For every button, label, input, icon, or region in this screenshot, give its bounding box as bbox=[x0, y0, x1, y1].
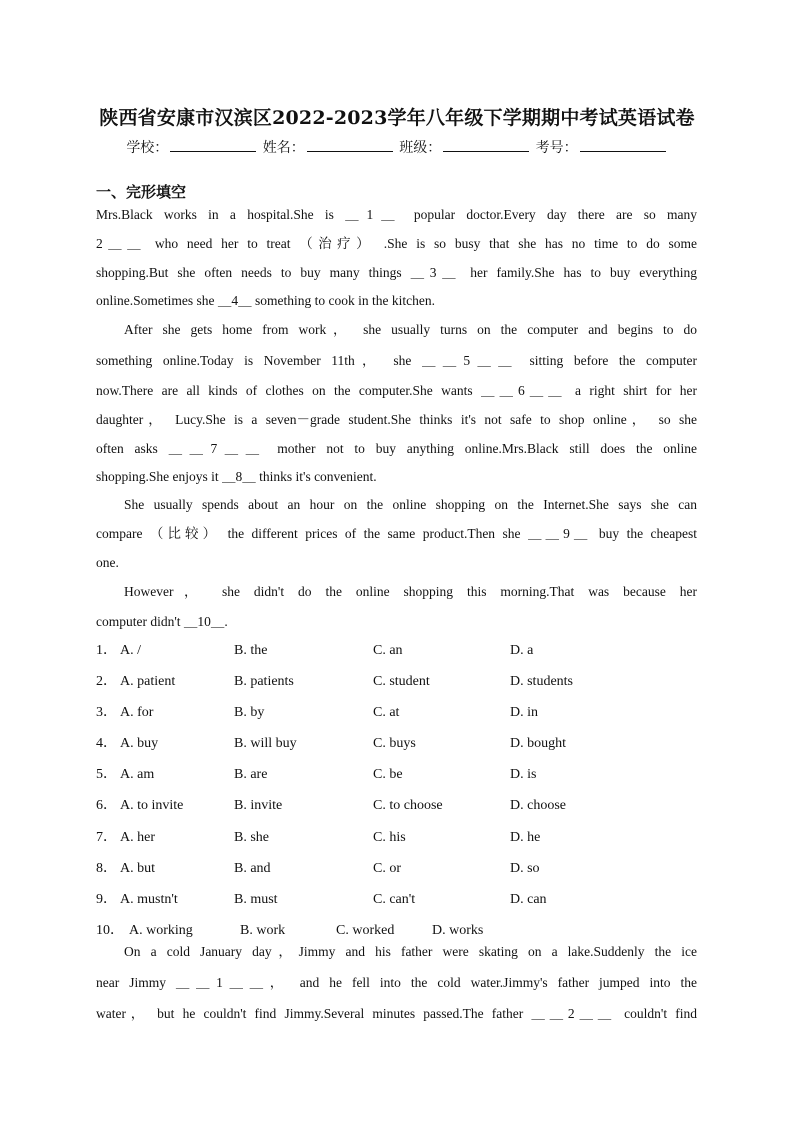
question-number: 10． bbox=[96, 923, 124, 938]
question-number: 9． bbox=[96, 892, 117, 907]
passage-line: now.There are all kinds of clothes on the computer.She wants ＿＿6＿＿ a right shirt for her bbox=[96, 383, 697, 398]
passage-line: However， she didn't do the online shopping this morning.That was because her bbox=[124, 584, 697, 599]
option-d[interactable]: D. can bbox=[510, 892, 547, 907]
passage-line: On a cold January day，Jimmy and his father were skating on a lake.Suddenly the ice bbox=[124, 944, 697, 959]
student-info-row bbox=[0, 137, 794, 157]
option-a[interactable]: A. to invite bbox=[120, 798, 184, 813]
option-b[interactable]: B. will buy bbox=[234, 736, 297, 751]
option-c[interactable]: C. worked bbox=[336, 923, 395, 938]
passage-line: After she gets home from work， she usually turns on the computer and begins to do bbox=[124, 322, 697, 337]
option-a[interactable]: A. patient bbox=[120, 674, 176, 689]
passage-line: computer didn't ＿10＿. bbox=[96, 614, 228, 629]
option-c[interactable]: C. student bbox=[373, 674, 430, 689]
option-a[interactable]: A. working bbox=[129, 923, 193, 938]
option-d[interactable]: D. so bbox=[510, 861, 540, 876]
option-c[interactable]: C. buys bbox=[373, 736, 416, 751]
option-c[interactable]: C. be bbox=[373, 767, 403, 782]
option-c[interactable]: C. his bbox=[373, 830, 406, 845]
option-b[interactable]: B. are bbox=[234, 767, 268, 782]
option-c[interactable]: C. an bbox=[373, 643, 403, 658]
option-b[interactable]: B. and bbox=[234, 861, 271, 876]
passage-line: water， but he couldn't find Jimmy.Several minutes passed.The father ＿＿2＿＿ couldn't find bbox=[96, 1006, 697, 1021]
option-a[interactable]: A. but bbox=[120, 861, 155, 876]
option-b[interactable]: B. patients bbox=[234, 674, 294, 689]
name-label: 姓名： bbox=[262, 140, 305, 156]
option-b[interactable]: B. the bbox=[234, 643, 268, 658]
option-d[interactable]: D. works bbox=[432, 923, 484, 938]
option-a[interactable]: A. for bbox=[120, 705, 154, 720]
option-c[interactable]: C. can't bbox=[373, 892, 416, 907]
question-number: 8． bbox=[96, 861, 117, 876]
option-d[interactable]: D. students bbox=[510, 674, 573, 689]
passage-line: compare （比较） the different prices of the same product.Then she ＿＿9＿ buy the cheapest bbox=[96, 526, 697, 541]
option-d[interactable]: D. a bbox=[510, 643, 534, 658]
question-number: 7． bbox=[96, 830, 117, 845]
option-b[interactable]: B. work bbox=[240, 923, 286, 938]
option-d[interactable]: D. bought bbox=[510, 736, 566, 751]
question-number: 3． bbox=[96, 705, 117, 720]
option-a[interactable]: A. am bbox=[120, 767, 155, 782]
option-d[interactable]: D. is bbox=[510, 767, 537, 782]
question-number: 2． bbox=[96, 674, 117, 689]
page-title: 陕西省安康市汉滨区2022-2023学年八年级下学期期中考试英语试卷 bbox=[99, 107, 695, 129]
question-number: 1． bbox=[96, 643, 117, 658]
passage-line: Mrs.Black works in a hospital.She is ＿1＿ popular doctor.Every day there are so many bbox=[96, 207, 697, 222]
option-a[interactable]: A. buy bbox=[120, 736, 159, 751]
option-d[interactable]: D. he bbox=[510, 830, 541, 845]
passage-line: She usually spends about an hour on the online shopping on the Internet.She says she can bbox=[124, 497, 697, 512]
option-b[interactable]: B. must bbox=[234, 892, 278, 907]
passage-line: online.Sometimes she ＿4＿ something to cook in the kitchen. bbox=[96, 293, 435, 308]
option-a[interactable]: A. her bbox=[120, 830, 155, 845]
option-b[interactable]: B. by bbox=[234, 705, 265, 720]
number-label: 考号： bbox=[535, 140, 578, 156]
option-c[interactable]: C. to choose bbox=[373, 798, 443, 813]
passage-line: one. bbox=[96, 555, 119, 570]
passage-line: daughter， Lucy.She is a seven－grade student.She thinks it's not safe to shop online， so she bbox=[96, 412, 697, 427]
passage-line: near Jimmy ＿＿1＿＿， and he fell into the cold water.Jimmy's father jumped into the bbox=[96, 975, 697, 990]
school-blank[interactable] bbox=[170, 137, 256, 152]
passage-line: shopping.She enjoys it ＿8＿ thinks it's convenient. bbox=[96, 469, 377, 484]
class-label: 班级： bbox=[399, 140, 442, 156]
option-c[interactable]: C. or bbox=[373, 861, 401, 876]
question-number: 5． bbox=[96, 767, 117, 782]
passage-line: often asks ＿＿7＿＿ mother not to buy anything online.Mrs.Black still does the online bbox=[96, 441, 697, 456]
question-number: 6． bbox=[96, 798, 117, 813]
option-d[interactable]: D. in bbox=[510, 705, 538, 720]
passage-line: shopping.But she often needs to buy many things ＿3＿ her family.She has to buy everything bbox=[96, 265, 697, 280]
section-heading: 一、完形填空 bbox=[96, 183, 187, 201]
passage-line: something online.Today is November 11th， she ＿＿5＿＿ sitting before the computer bbox=[96, 353, 697, 368]
option-b[interactable]: B. invite bbox=[234, 798, 283, 813]
school-label: 学校： bbox=[126, 140, 169, 156]
passage-line: 2＿＿ who need her to treat （治疗） .She is so busy that she has no time to do some bbox=[96, 236, 697, 251]
question-number: 4． bbox=[96, 736, 117, 751]
option-d[interactable]: D. choose bbox=[510, 798, 566, 813]
class-blank[interactable] bbox=[443, 137, 529, 152]
number-blank[interactable] bbox=[580, 137, 666, 152]
option-c[interactable]: C. at bbox=[373, 705, 400, 720]
option-b[interactable]: B. she bbox=[234, 830, 269, 845]
option-a[interactable]: A. mustn't bbox=[120, 892, 178, 907]
name-blank[interactable] bbox=[307, 137, 393, 152]
option-a[interactable]: A. / bbox=[120, 643, 141, 658]
